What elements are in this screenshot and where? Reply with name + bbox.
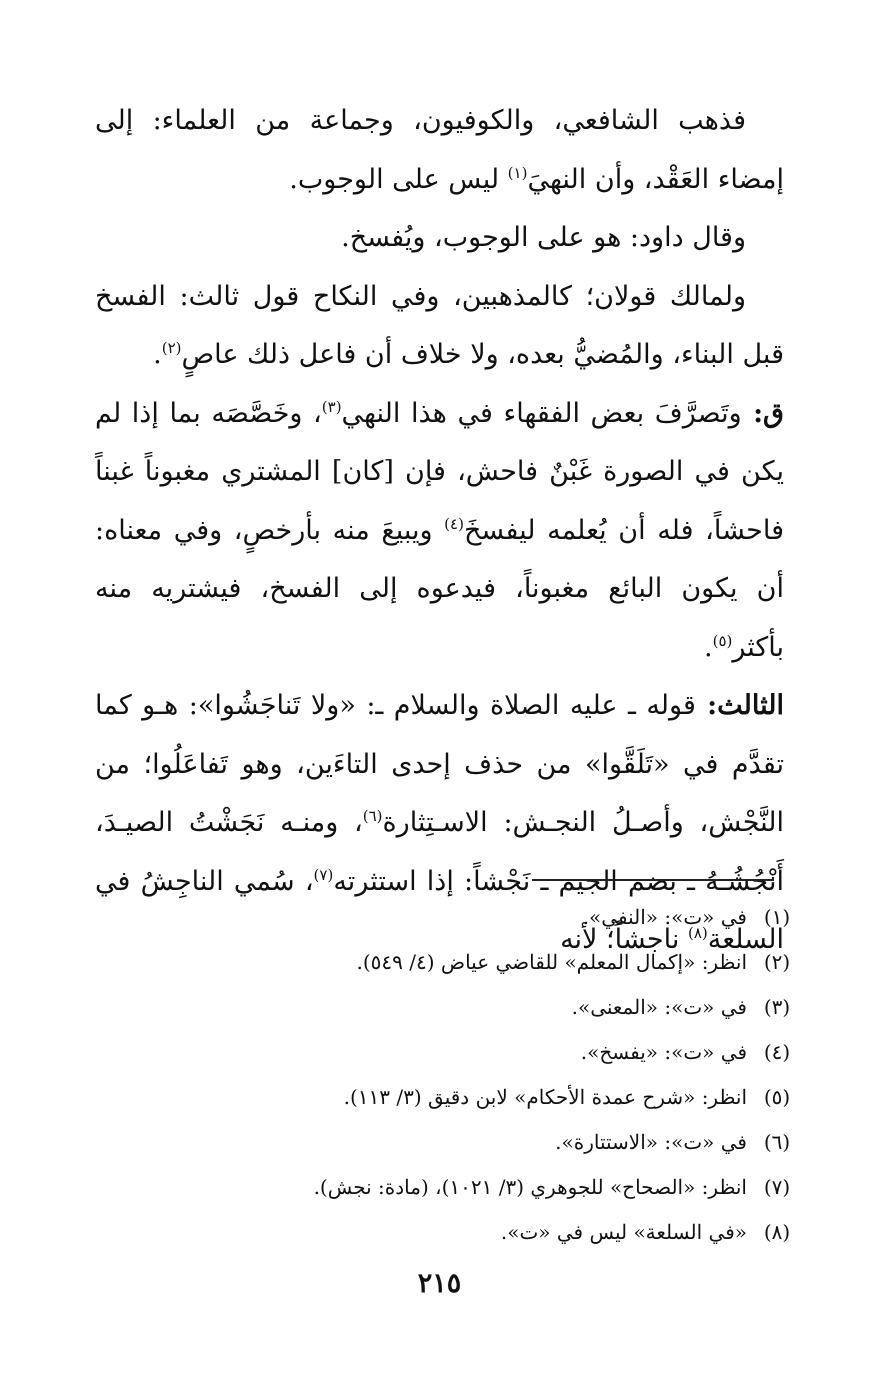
footnote (107, 1075, 807, 1120)
footnote (107, 940, 807, 985)
text-run: ليس على الوجوب. (289, 163, 508, 195)
footnote (107, 1165, 807, 1210)
footnote-text: انظر: «الصحاح» للجوهري (٣/ ١٠٢١)، (مادة: نجش). (313, 1175, 747, 1199)
paragraph (95, 385, 784, 678)
text-run: قوله ـ عليه الصلاة والسلام ـ: «ولا تَناجَشُوا»: هـو كما تقدَّم في «تَلَقَّوا» من حذف إحدى التاءَين، وهو تَفاعَلُوا؛ من النَّجْش، وأصـلُ النجـش: الاسـتِثارة (95, 690, 785, 838)
footnote-ref: (٧) (313, 865, 334, 884)
text-run: ويبيعَ منه بأرخصٍ، وفي معناه: أن يكون البائع مغبوناً، فيدعوه إلى الفسخ، فيشتريه منه بأكثر (95, 514, 784, 663)
main-text (95, 92, 784, 970)
footnote-ref: (٢) (161, 339, 182, 357)
text-run: وقال داود: هو على الوجوب، ويُفسخ. (341, 222, 746, 253)
paragraph (95, 209, 784, 268)
text-run: فذهب الشافعي، والكوفيون، وجماعة من العلماء: إلى إمضاء العَقْد، وأن النهيَ (95, 105, 784, 195)
footnote-text: في «ت»: «الاستتارة». (555, 1130, 747, 1154)
footnote-separator (532, 879, 774, 881)
text-run: . (703, 631, 713, 663)
footnote-number: (٦) (763, 1130, 791, 1154)
footnote-number: (٥) (763, 1085, 791, 1109)
footnote-number: (٨) (763, 1220, 791, 1244)
footnotes-list (107, 895, 807, 1255)
footnote-number: (١) (763, 905, 791, 929)
text-run: . (153, 339, 162, 370)
footnote-text: انظر: «إكمال المعلم» للقاضي عياض (٤/ ٥٤٩). (356, 950, 747, 974)
footnote-text: في «ت»: «يفسخ». (580, 1040, 747, 1064)
footnote-number: (٢) (763, 950, 791, 974)
section-lead: ق: (741, 397, 784, 429)
footnote (107, 1030, 807, 1075)
footnote (107, 985, 807, 1030)
footnote-ref: (٣) (321, 397, 342, 416)
footnote (107, 1120, 807, 1165)
paragraph (95, 268, 784, 385)
footnote-ref: (٥) (712, 631, 733, 650)
text-run: ولمالك قولان؛ كالمذهبين، وفي النكاح قول ثالث: الفسخ قبل البناء، والمُضيُّ بعده، ولا خلاف أن فاعل ذلك عاصٍ (95, 280, 784, 370)
footnote (107, 895, 807, 940)
footnote-text: في «ت»: «المعنى». (571, 995, 747, 1019)
footnote-number: (٧) (763, 1175, 791, 1199)
text-run: وتَصرَّفَ بعض الفقهاء في هذا النهي (341, 397, 742, 429)
footnote-ref: (٨) (687, 924, 708, 942)
page-number: ٢١٥ (417, 1268, 462, 1299)
footnote (107, 1210, 807, 1255)
footnote-text: انظر: «شرح عمدة الأحكام» لابن دقيق (٣/ ١١٣). (343, 1085, 747, 1109)
footnote-ref: (١) (507, 163, 528, 182)
paragraph (95, 92, 784, 209)
footnote-text: في «ت»: «النفي». (582, 905, 747, 929)
footnote-number: (٤) (763, 1040, 791, 1064)
section-lead: الثالث: (695, 690, 784, 721)
text-run: ، سُمي الناجِشُ في السلعة (95, 865, 784, 955)
text-run: ناجشاً؛ لأنه (560, 924, 688, 955)
footnote-text: «في السلعة» ليس في «ت». (500, 1220, 747, 1244)
footnote-ref: (٦) (362, 807, 383, 825)
text-run: ، ومنـه نَجَشْتُ الصيـدَ، أَنْجُشُـهُ ـ بضم الجيم ـ نَجْشاً: إذا استثرته (95, 807, 784, 897)
footnote-number: (٣) (763, 995, 791, 1019)
text-run: ، وخَصَّصَه بما إذا لم يكن في الصورة غَبْنٌ فاحش، فإن [كان] المشتري مغبوناً غبناً فاحشاً، فله أن يُعلمه ليفسخَ (95, 397, 784, 546)
footnote-ref: (٤) (444, 514, 464, 533)
